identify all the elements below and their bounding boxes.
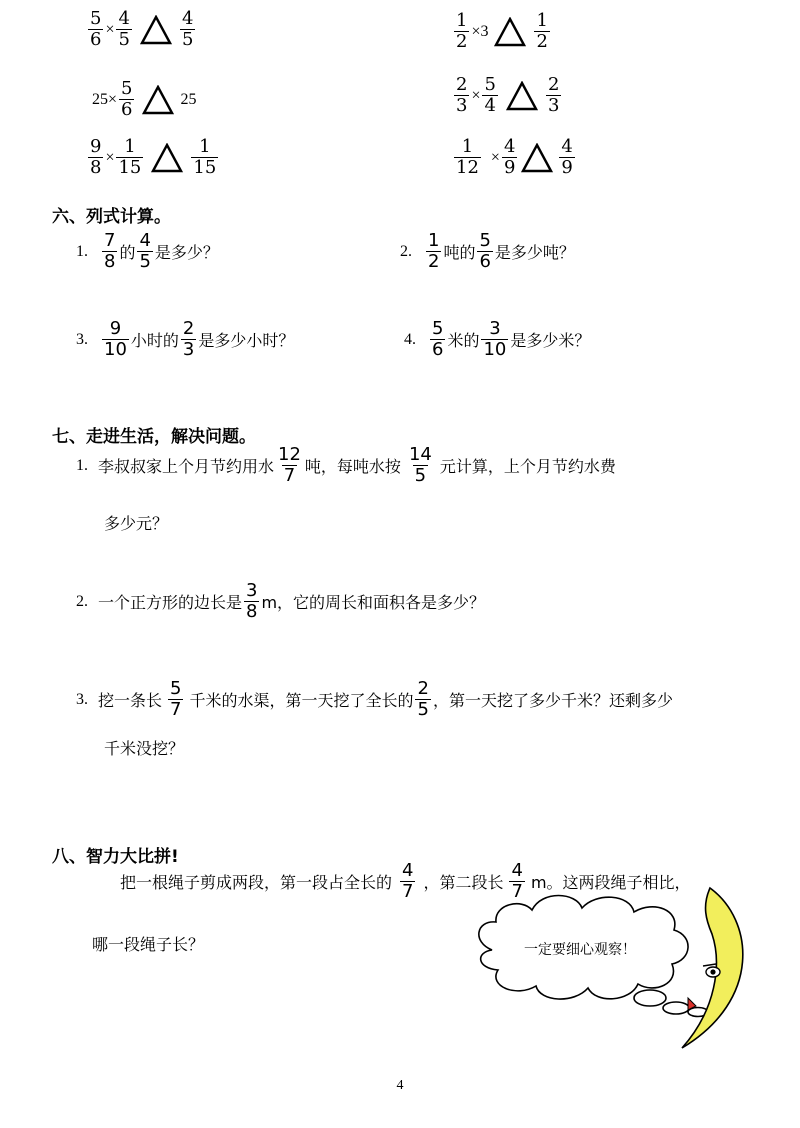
fraction: $\frac{2}{3}$ [547,74,560,116]
sec6-question-4: 4. $\frac{5}{6}$ 米的 $\frac{3}{10}$ 是多少米？ [404,318,591,360]
sec8-problem: 把一根绳子剪成两段，第一段占全长的 $\frac{4}{7}$ ，第二段长 $\frac{4}{7}$ m。这两段绳子相比， [120,860,691,902]
fraction: $\frac{4}{5}$ [118,8,130,50]
sec7-question-3: 3. 挖一条长 $\frac{5}{7}$ 千米的水渠，第一天挖了全长的 $\frac{2}{5}$ ，第一天挖了多少千米？还剩多少 [76,678,673,720]
triangle-blank-icon[interactable] [521,143,553,173]
triangle-blank-icon[interactable] [140,15,172,45]
compare-row-2-right: $\frac{2}{3}$ × $\frac{5}{4}$ $\frac{2}{3}$ [456,74,560,116]
section-8-heading: 八、智力大比拼! [52,847,179,867]
compare-row-1-right: $\frac{1}{2}$ ×3 $\frac{1}{2}$ [456,10,548,52]
fraction: $\frac{2}{3}$ [456,74,468,116]
sec8-problem-cont: 哪一段绳子长？ [92,935,205,954]
bubble-text: 一定要细心观察！ [524,942,636,958]
sec6-question-2: 2. $\frac{1}{2}$ 吨的 $\frac{5}{6}$ 是多少吨？ [400,230,575,272]
fraction: $\frac{9}{8}$ [90,136,102,178]
fraction: $\frac{2}{3}$ [182,318,195,360]
fraction: $\frac{1}{2}$ [456,10,468,52]
compare-row-3-right: $\frac{1}{12}$ × $\frac{4}{9}$ $\frac{4}{9}$ [456,136,573,178]
fraction: $\frac{4}{5}$ [181,8,194,50]
sec6-question-1: 1. $\frac{7}{8}$ 的 $\frac{4}{5}$ 是多少？ [76,230,219,272]
fraction: $\frac{1}{2}$ [428,230,440,272]
triangle-blank-icon[interactable] [494,17,526,47]
fraction: $\frac{5}{6}$ [121,78,133,120]
page-number: 4 [396,1078,404,1093]
fraction: $\frac{5}{6}$ [479,230,491,272]
fraction: $\frac{3}{8}$ [246,580,258,622]
sec7-question-1: 1. 李叔叔家上个月节约用水 $\frac{12}{7}$ 吨，每吨水按 $\frac{14}{5}$ 元计算，上个月节约水费 [76,444,616,486]
fraction: $\frac{5}{4}$ [484,74,496,116]
fraction: $\frac{1}{15}$ [118,136,142,178]
sec7-question-2: 2. 一个正方形的边长是 $\frac{3}{8}$ m，它的周长和面积各是多少？ [76,580,486,622]
fraction: $\frac{5}{6}$ [90,8,102,50]
fraction: $\frac{1}{15}$ [193,136,217,178]
fraction: $\frac{12}{7}$ [278,444,301,486]
thought-bubble-illustration [470,880,750,1055]
section-6-heading: 六、列式计算。 [52,207,171,227]
fraction: $\frac{4}{7}$ [511,860,523,902]
fraction: $\frac{4}{7}$ [402,860,414,902]
triangle-blank-icon[interactable] [506,81,538,111]
fraction: $\frac{4}{5}$ [139,230,151,272]
compare-row-3-left: $\frac{9}{8}$ × $\frac{1}{15}$ $\frac{1}{15}$ [90,136,217,178]
sec7-question-1-cont: 多少元？ [104,514,169,533]
sec6-question-3: 3. $\frac{9}{10}$ 小时的 $\frac{2}{3}$ 是多少小时？ [76,318,295,360]
fraction: $\frac{5}{7}$ [170,678,182,720]
compare-row-2-left: 25× $\frac{5}{6}$ 25 [92,78,197,120]
fraction: $\frac{3}{10}$ [483,318,507,360]
fraction: $\frac{1}{2}$ [536,10,548,52]
fraction: $\frac{1}{12}$ [456,136,479,178]
fraction: $\frac{14}{5}$ [408,444,432,486]
triangle-blank-icon[interactable] [142,85,174,115]
compare-row-1-left: $\frac{5}{6}$ × $\frac{4}{5}$ $\frac{4}{5}$ [90,8,194,50]
fraction: $\frac{9}{10}$ [104,318,127,360]
section-7-heading: 七、走进生活，解决问题。 [52,427,256,447]
fraction: $\frac{2}{5}$ [417,678,429,720]
sec7-question-3-cont: 千米没挖？ [104,739,185,758]
fraction: $\frac{4}{9}$ [561,136,573,178]
moon-icon [682,888,743,1048]
triangle-blank-icon[interactable] [151,143,183,173]
fraction: $\frac{4}{9}$ [503,136,516,178]
fraction: $\frac{5}{6}$ [432,318,444,360]
fraction: $\frac{7}{8}$ [104,230,116,272]
